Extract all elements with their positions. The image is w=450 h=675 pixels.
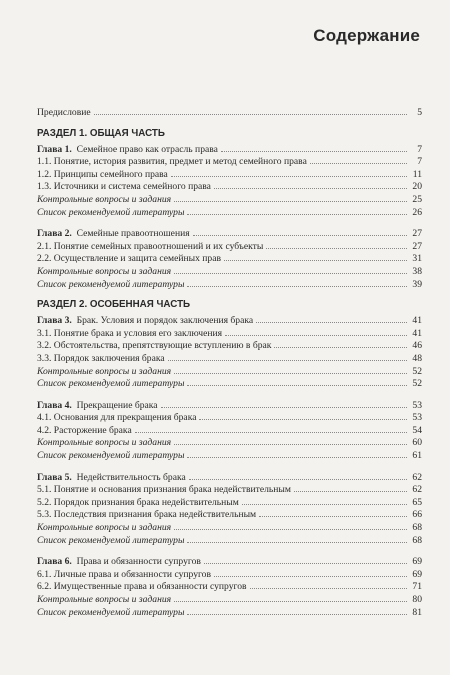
leader-dots	[221, 143, 407, 152]
toc-page-number: 62	[412, 484, 422, 496]
toc-row-item[interactable]	[37, 193, 422, 206]
toc-row-item[interactable]	[37, 534, 422, 547]
toc-page-number: 68	[412, 522, 422, 534]
leader-dots	[187, 606, 407, 615]
chapter-title: Семейные правоотношения	[76, 228, 190, 240]
toc-entry-label: 2.2. Осуществление и защита семейных прав	[37, 253, 222, 265]
leader-dots	[168, 352, 407, 361]
chapter-title: Семейное право как отрасль права	[76, 143, 218, 155]
toc-row-item[interactable]	[37, 580, 422, 593]
chapter-label	[37, 144, 218, 157]
toc-row-item[interactable]	[37, 365, 422, 378]
leader-dots	[214, 180, 407, 189]
toc-page-number: 81	[412, 606, 422, 618]
chapter-number: Глава 3.	[37, 315, 72, 327]
leader-dots	[135, 424, 407, 433]
chapter-title: Права и обязанности супругов	[76, 556, 201, 568]
toc-row-item[interactable]	[37, 483, 422, 496]
toc-page-number: 11	[412, 168, 422, 180]
toc-entry-label: Список рекомендуемой литературы	[37, 534, 185, 546]
toc-page-number: 69	[412, 556, 422, 568]
section-heading: РАЗДЕЛ 2. ОСОБЕННАЯ ЧАСТЬ	[37, 299, 191, 311]
toc-row-item[interactable]	[37, 265, 422, 278]
leader-dots	[161, 399, 407, 408]
toc-page-number: 27	[412, 240, 422, 252]
toc-row-item[interactable]	[37, 278, 422, 291]
toc-row-item[interactable]	[37, 377, 422, 390]
toc-page-number: 80	[412, 594, 422, 605]
toc-page-number: 38	[412, 265, 422, 277]
leader-dots	[294, 483, 407, 492]
toc-entry-label: 3.3. Порядок заключения брака	[37, 352, 165, 364]
toc-page-number: 7	[417, 156, 422, 168]
leader-dots	[199, 411, 407, 420]
toc-page-number: 41	[412, 315, 422, 327]
leader-dots	[214, 568, 407, 577]
toc-page-number: 46	[412, 340, 422, 352]
toc-row-item[interactable]	[37, 327, 422, 340]
chapter-number: Глава 6.	[37, 556, 72, 568]
toc-entry-label: 1.1. Понятие, история развития, предмет и метод семейного права	[37, 156, 307, 168]
toc-row-chapter[interactable]	[37, 471, 422, 484]
leader-dots	[250, 580, 407, 589]
toc-entry-label: 2.1. Понятие семейных правоотношений и их субъекты	[37, 240, 264, 252]
toc-row-chapter[interactable]	[37, 555, 422, 568]
toc-entry-label: Список рекомендуемой литературы	[37, 606, 185, 618]
toc-entry-label: 1.3. Источники и система семейного права	[37, 181, 211, 193]
toc-row-item[interactable]	[37, 180, 422, 193]
toc-row-chapter[interactable]	[37, 227, 422, 240]
toc-entry-label: 6.1. Личные права и обязанности супругов	[37, 568, 212, 580]
leader-dots	[174, 593, 407, 602]
toc-row-preface[interactable]	[37, 106, 422, 119]
toc-row-item[interactable]	[37, 606, 422, 619]
toc-page-number: 61	[412, 450, 422, 462]
toc-row-item[interactable]	[37, 411, 422, 424]
toc-row-item[interactable]	[37, 339, 422, 352]
toc-page-number: 41	[412, 327, 422, 339]
toc-entry-label: Контрольные вопросы и задания	[37, 265, 172, 277]
toc-page-number: 69	[412, 568, 422, 580]
toc-page-number: 7	[417, 143, 422, 155]
leader-dots	[187, 206, 407, 215]
toc-page-number: 26	[412, 206, 422, 218]
page-title: Содержание	[313, 26, 420, 45]
toc-entry-label: 3.1. Понятие брака и условия его заключения	[37, 327, 223, 339]
toc-row-item[interactable]	[37, 252, 422, 265]
toc-page-number: 54	[412, 424, 422, 436]
toc-page-number: 60	[412, 437, 422, 449]
toc-row-chapter[interactable]	[37, 399, 422, 412]
chapter-number: Глава 4.	[37, 399, 72, 411]
leader-dots	[310, 155, 407, 164]
toc-page-number: 66	[412, 509, 422, 521]
chapter-title: Недействительность брака	[76, 471, 186, 483]
toc-entry-label: 4.2. Расторжение брака	[37, 424, 132, 436]
leader-dots	[242, 496, 407, 505]
leader-dots	[174, 436, 407, 445]
chapter-spacer	[37, 546, 422, 555]
leader-dots	[174, 193, 407, 202]
toc-page-number: 52	[412, 365, 422, 377]
toc-page-number: 20	[412, 181, 422, 193]
toc-row-item[interactable]	[37, 240, 422, 253]
toc-row-item[interactable]	[37, 568, 422, 581]
toc-row-chapter[interactable]	[37, 143, 422, 156]
toc-entry-label: Список рекомендуемой литературы	[37, 378, 185, 390]
chapter-spacer	[37, 218, 422, 227]
toc-row-item[interactable]	[37, 352, 422, 365]
toc-row-item[interactable]	[37, 521, 422, 534]
toc-page-number: 27	[412, 228, 422, 240]
leader-dots	[259, 508, 407, 517]
toc-page-number: 53	[412, 399, 422, 411]
leader-dots	[193, 227, 407, 236]
leader-dots	[266, 240, 407, 249]
leader-dots	[171, 168, 407, 177]
chapter-number: Глава 1.	[37, 143, 72, 155]
toc-page-number: 25	[412, 193, 422, 205]
chapter-spacer	[37, 390, 422, 399]
toc-row-item[interactable]	[37, 155, 422, 168]
leader-dots	[187, 377, 407, 386]
toc-entry-label: 5.3. Последствия признания брака недействительным	[37, 509, 257, 521]
chapter-title: Брак. Условия и порядок заключения брака	[76, 315, 254, 327]
toc-row-item[interactable]	[37, 424, 422, 437]
leader-dots	[94, 106, 407, 115]
toc-row-item[interactable]	[37, 593, 422, 606]
leader-dots	[204, 555, 407, 564]
chapter-label	[37, 315, 253, 328]
toc-entry-label: 1.2. Принципы семейного права	[37, 168, 168, 180]
toc-entry-label: 6.2. Имущественные права и обязанности супругов	[37, 581, 247, 593]
chapter-label	[37, 228, 190, 241]
leader-dots	[174, 521, 407, 530]
chapter-spacer	[37, 462, 422, 471]
chapter-title: Прекращение брака	[76, 399, 158, 411]
chapter-label	[37, 556, 201, 569]
toc-entry-label: Контрольные вопросы и задания	[37, 594, 172, 605]
table-of-contents	[37, 106, 422, 618]
toc-entry-label: 4.1. Основания для прекращения брака	[37, 412, 197, 424]
toc-page-number: 5	[417, 107, 422, 118]
toc-row-item[interactable]	[37, 508, 422, 521]
chapter-label	[37, 400, 158, 413]
chapter-label	[37, 472, 186, 485]
toc-entry-label: Контрольные вопросы и задания	[37, 522, 172, 534]
toc-row-item[interactable]	[37, 496, 422, 509]
toc-page-number: 31	[412, 253, 422, 265]
toc-entry-label: Список рекомендуемой литературы	[37, 206, 185, 218]
toc-entry-label: Контрольные вопросы и задания	[37, 193, 172, 205]
toc-page-number: 48	[412, 352, 422, 364]
leader-dots	[225, 327, 407, 336]
toc-entry-label: 5.1. Понятие и основания признания брака недействительным	[37, 484, 291, 496]
leader-dots	[174, 265, 407, 274]
leader-dots	[189, 471, 407, 480]
toc-entry-label: Предисловие	[37, 107, 91, 118]
leader-dots	[187, 534, 407, 543]
toc-page-number: 62	[412, 471, 422, 483]
toc-entry-label: Список рекомендуемой литературы	[37, 450, 185, 462]
toc-page-number: 39	[412, 278, 422, 290]
toc-row-item[interactable]	[37, 449, 422, 462]
leader-dots	[187, 449, 407, 458]
chapter-number: Глава 5.	[37, 471, 72, 483]
toc-row-item[interactable]	[37, 206, 422, 219]
toc-page-number: 68	[412, 534, 422, 546]
toc-page-number: 52	[412, 378, 422, 390]
toc-page-number: 53	[412, 412, 422, 424]
leader-dots	[224, 252, 407, 261]
toc-entry-label: Контрольные вопросы и задания	[37, 437, 172, 449]
leader-dots	[256, 314, 407, 323]
toc-page-number: 71	[412, 581, 422, 593]
toc-row-item[interactable]	[37, 436, 422, 449]
toc-row-item[interactable]	[37, 168, 422, 181]
toc-entry-label: Список рекомендуемой литературы	[37, 278, 185, 290]
toc-page-number: 65	[412, 496, 422, 508]
toc-row-chapter[interactable]	[37, 314, 422, 327]
section-heading: РАЗДЕЛ 1. ОБЩАЯ ЧАСТЬ	[37, 127, 165, 139]
leader-dots	[174, 365, 407, 374]
toc-entry-label: Контрольные вопросы и задания	[37, 365, 172, 377]
chapter-number: Глава 2.	[37, 228, 72, 240]
leader-dots	[274, 339, 407, 348]
toc-entry-label: 3.2. Обстоятельства, препятствующие вступлению в брак	[37, 340, 272, 352]
toc-entry-label: 5.2. Порядок признания брака недействительным	[37, 496, 239, 508]
leader-dots	[187, 278, 407, 287]
